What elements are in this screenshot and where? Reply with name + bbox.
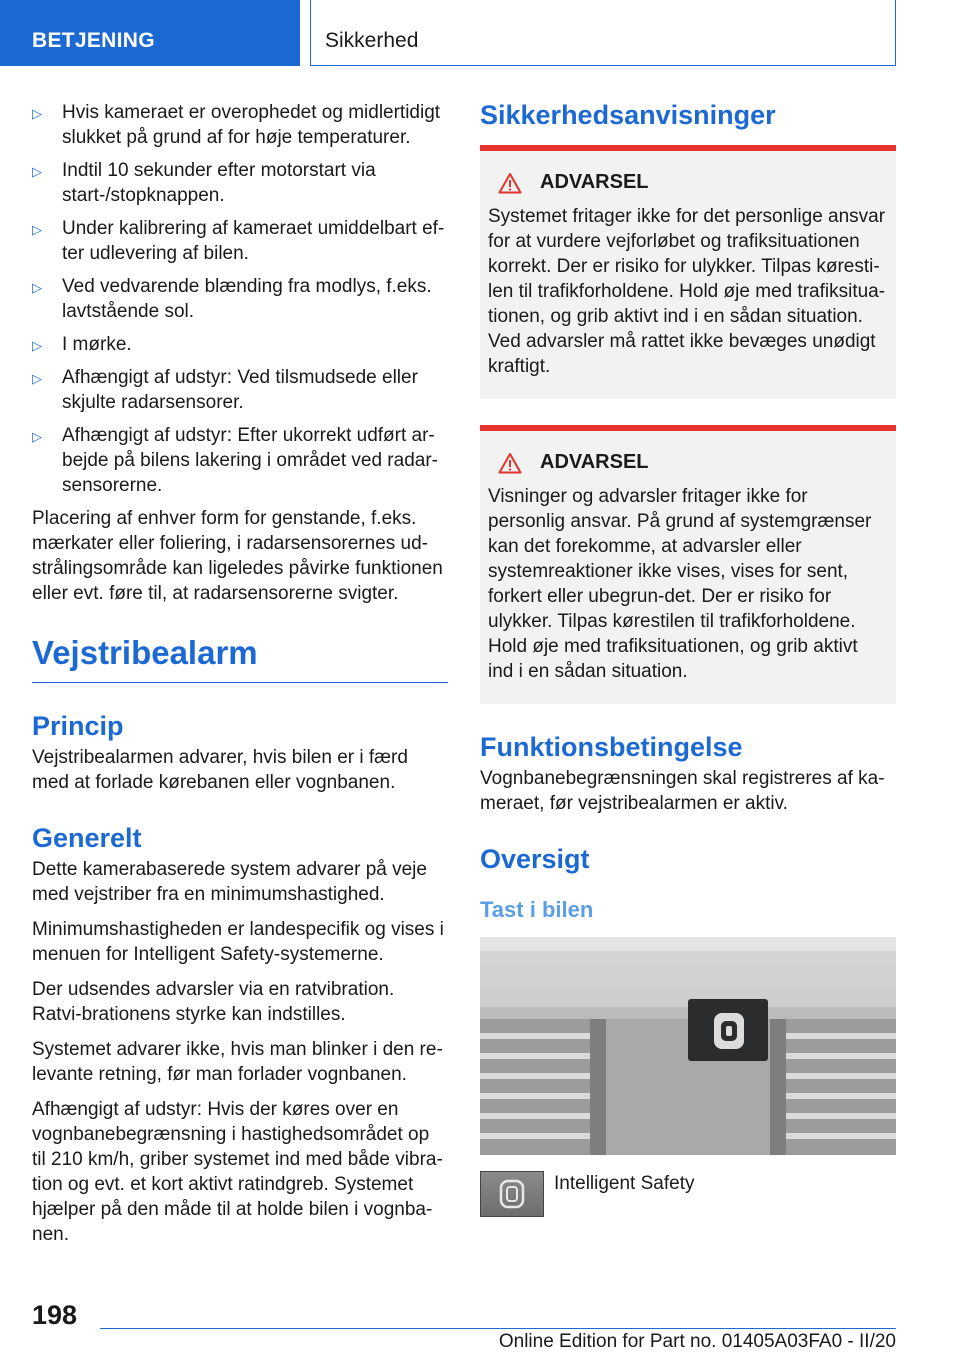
warning-text: Systemet fritager ikke for det personlige ansvar for at vurdere vejforløbet og trafiksituationen korrekt. Der er risiko for ulykker. Tilpas køresti-len til trafikforholdene. Hold øje med trafiksitua-tionen, og grib aktivt ind i en sådan situation. Ved advarsler må rattet ikke bevæges unødigt kraftigt. xyxy=(488,206,886,377)
warning-triangle-icon xyxy=(498,172,522,194)
page-header xyxy=(0,0,960,66)
warning-triangle-icon xyxy=(498,452,522,474)
warning-box xyxy=(480,425,896,704)
list-item: ▷ Indtil 10 sekunder efter motorstart via start-/stopknappen. xyxy=(32,160,376,206)
generelt-paragraph: Systemet advarer ikke, hvis man blinker i den re-levante retning, før man forlader vognbanen. xyxy=(32,1039,443,1085)
funktion-text: Vognbanebegrænsningen skal registreres af ka-meraet, før vejstribealarmen er aktiv. xyxy=(480,768,885,814)
list-item: ▷ Afhængigt af udstyr: Efter ukorrekt udført ar-bejde på bilens lakering i området ved radar-sensorerne. xyxy=(32,425,438,496)
generelt-heading: Generelt xyxy=(32,823,142,853)
triangle-bullet-icon: ▷ xyxy=(32,371,42,386)
triangle-bullet-icon: ▷ xyxy=(32,429,42,444)
triangle-bullet-icon: ▷ xyxy=(32,106,42,121)
generelt-paragraph: Dette kamerabaserede system advarer på veje med vejstriber fra en minimumshastighed. xyxy=(32,859,427,905)
warning-box xyxy=(480,145,896,399)
left-column xyxy=(32,100,448,1257)
list-item: ▷ I mørke. xyxy=(32,332,448,357)
princip-text: Vejstribealarmen advarer, hvis bilen er i færd med at forlade kørebanen eller vognbanen. xyxy=(32,747,408,793)
generelt-paragraph: Minimumshastigheden er landespecifik og vises i menuen for Intelligent Safety-systemerne. xyxy=(32,919,444,965)
triangle-bullet-icon: ▷ xyxy=(32,338,42,353)
edition-footer: Online Edition for Part no. 01405A03FA0 - II/20 xyxy=(100,1328,896,1353)
legend-label: Intelligent Safety xyxy=(554,1173,695,1194)
condition-list xyxy=(32,100,448,498)
legend-row xyxy=(480,1171,896,1217)
chapter-title: Sikkerhed xyxy=(310,0,896,66)
placement-paragraph: Placering af enhver form for genstande, f.eks. mærkater eller foliering, i radarsensorernes ud-strålingsområde kan ligeledes påvirke funktionen eller evt. føre til, at radarsensorerne svigter. xyxy=(32,508,443,604)
triangle-bullet-icon: ▷ xyxy=(32,164,42,179)
warning-text: Visninger og advarsler fritager ikke for personlig ansvar. På grund af systemgrænser kan det forekomme, at advarsler eller systemreaktioner ikke vises, vises for sent, forkert eller ubegrun-det. Der er risiko for ulykker. Tilpas kørestilen til trafikforholdene. Hold øje med trafiksituationen, og grib aktivt ind i en sådan situation. xyxy=(488,486,872,682)
safety-heading: Sikkerhedsanvisninger xyxy=(480,100,776,130)
tast-heading: Tast i bilen xyxy=(480,897,594,922)
page-number: 198 xyxy=(32,1300,78,1330)
warning-title: ADVARSEL xyxy=(540,451,649,473)
list-item: ▷ Hvis kameraet er overophedet og midlertidigt slukket på grund af for høje temperaturer. xyxy=(32,102,441,148)
list-item: ▷ Ved vedvarende blænding fra modlys, f.eks. lavtstående sol. xyxy=(32,276,432,322)
triangle-bullet-icon: ▷ xyxy=(32,280,42,295)
funktion-heading: Funktionsbetingelse xyxy=(480,732,743,762)
princip-heading: Princip xyxy=(32,711,124,741)
oversigt-heading: Oversigt xyxy=(480,844,590,874)
main-heading: Vejstribealarm xyxy=(32,634,448,683)
intelligent-safety-button-icon xyxy=(480,1171,544,1217)
button-photo xyxy=(480,937,896,1155)
warning-title: ADVARSEL xyxy=(540,171,649,193)
list-item: ▷ Under kalibrering af kameraet umiddelbart ef-ter udlevering af bilen. xyxy=(32,218,445,264)
list-item: ▷ Afhængigt af udstyr: Ved tilsmudsede eller skjulte radarsensorer. xyxy=(32,367,418,413)
generelt-paragraph: Afhængigt af udstyr: Hvis der køres over en vognbanebegrænsning i hastighedsområdet op til 210 km/h, griber systemet ind med både vibra-tion og evt. et kort aktivt ratindgreb. Systemet hjælper på den måde til at holde bilen i vognba-nen. xyxy=(32,1099,443,1245)
right-column xyxy=(480,100,896,1217)
triangle-bullet-icon: ▷ xyxy=(32,222,42,237)
section-tab: BETJENING xyxy=(0,0,300,66)
generelt-paragraph: Der udsendes advarsler via en ratvibration. Ratvi-brationens styrke kan indstilles. xyxy=(32,979,395,1025)
